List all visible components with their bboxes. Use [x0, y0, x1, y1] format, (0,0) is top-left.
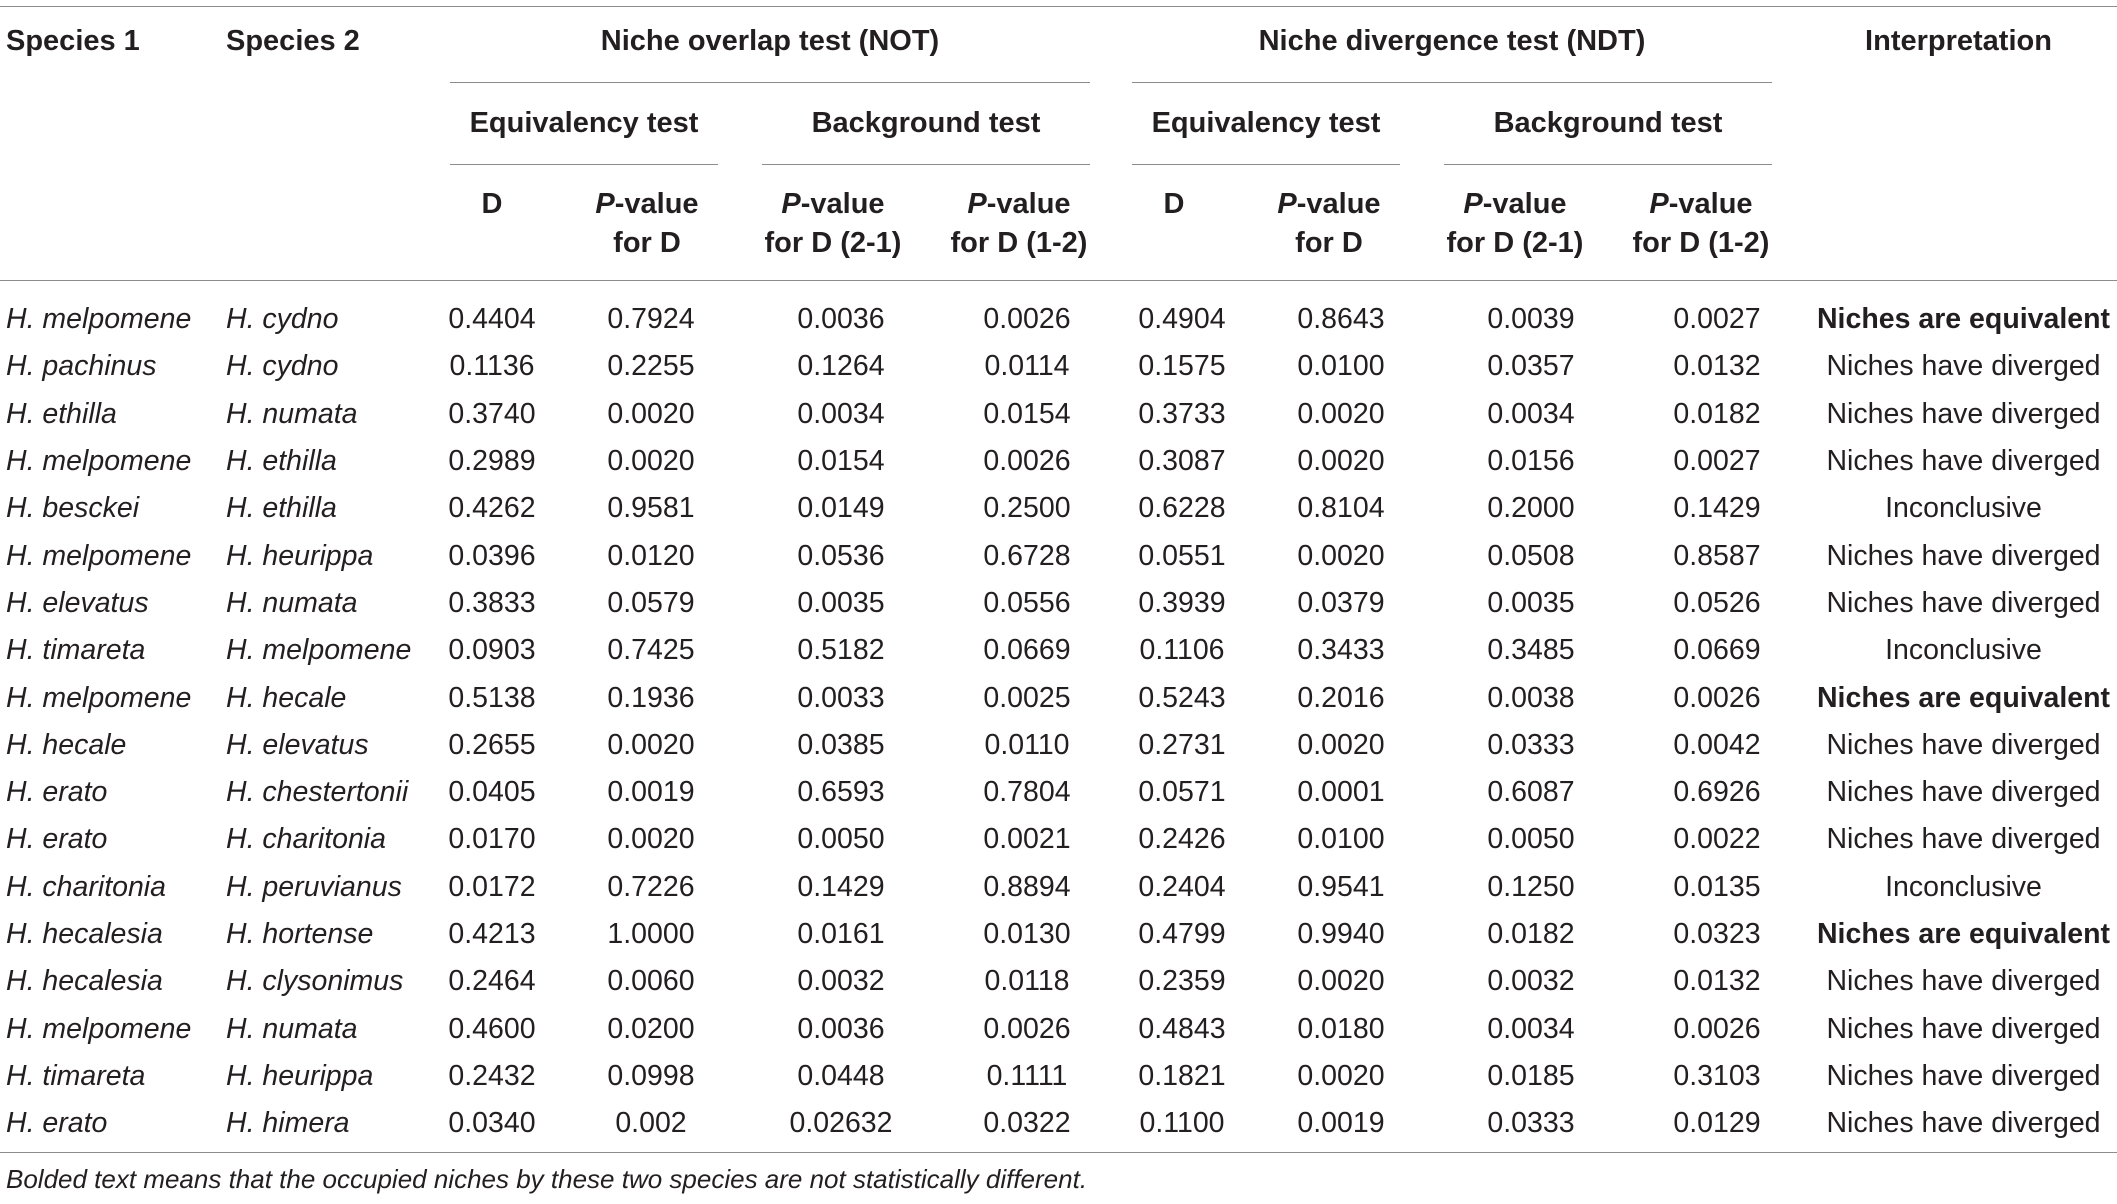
not-bg21-cell: 0.0033	[797, 681, 885, 714]
ndt-d-cell: 0.1575	[1138, 350, 1226, 383]
ndt-p-cell: 0.0020	[1297, 1059, 1385, 1092]
not-bg12-cell: 0.1111	[986, 1059, 1068, 1092]
table-row	[0, 343, 2117, 390]
header-not-p-for-d	[568, 185, 726, 263]
ndt-p-cell: 0.0100	[1297, 823, 1385, 856]
species-1-cell: H. charitonia	[6, 870, 166, 903]
header-not-d-text: D	[481, 188, 503, 220]
ndt-p-cell: 0.3433	[1297, 634, 1385, 667]
ndt-d-cell: 0.5243	[1138, 681, 1226, 714]
table-row	[0, 1053, 2117, 1100]
ndt-bg21-cell: 0.0035	[1487, 586, 1575, 619]
not-d-cell: 0.2432	[448, 1059, 536, 1092]
species-1-cell: H. hecalesia	[6, 965, 163, 998]
ndt-d-cell: 0.3939	[1138, 586, 1226, 619]
not-d-cell: 0.2989	[448, 445, 536, 478]
header-ndt-p-for-d	[1250, 185, 1408, 263]
not-bg21-cell: 0.6593	[797, 776, 885, 809]
header-ndt-equivalency: Equivalency test	[1151, 107, 1381, 139]
header-not-for-d-12: for D (1-2)	[950, 227, 1088, 260]
species-2-cell: H. himera	[226, 1107, 350, 1140]
header-ndt-p21-rest: -value	[1482, 188, 1567, 220]
data-table	[0, 296, 2117, 1147]
not-bg21-cell: 0.0154	[797, 445, 885, 478]
not-bg12-cell: 0.2500	[983, 492, 1071, 525]
ndt-bg12-cell: 0.0135	[1673, 870, 1761, 903]
top-rule	[0, 6, 2117, 7]
ndt-bg21-cell: 0.0156	[1487, 445, 1575, 478]
not-d-cell: 0.0903	[448, 634, 536, 667]
header-ndt-p12-italic: P	[1649, 188, 1669, 220]
bottom-rule	[0, 1152, 2117, 1153]
not-bg12-cell: 0.0021	[983, 823, 1071, 856]
species-2-cell: H. numata	[226, 397, 358, 430]
ndt-p-cell: 0.0379	[1297, 586, 1385, 619]
header-not-equivalency: Equivalency test	[469, 107, 699, 139]
species-2-cell: H. hortense	[226, 918, 374, 950]
not-bg21-cell: 0.1429	[797, 870, 885, 903]
interpretation-cell: Niches have diverged	[1826, 1012, 2101, 1045]
ndt-bg12-cell: 0.0526	[1673, 586, 1761, 619]
ndt-bg21-cell: 0.0357	[1487, 350, 1575, 383]
ndt-bg12-cell: 0.0027	[1673, 445, 1761, 478]
species-1-cell: H. ethilla	[6, 397, 117, 430]
species-2-cell: H. heurippa	[226, 1059, 374, 1092]
interpretation-cell: Niches have diverged	[1826, 823, 2101, 856]
not-p-cell: 0.0060	[607, 965, 695, 998]
not-p-cell: 0.0020	[607, 397, 695, 430]
not-bg21-cell: 0.0034	[797, 397, 885, 430]
species-2-cell: H. heurippa	[226, 539, 374, 572]
footnote: Bolded text means that the occupied niches by these two species are not statistically different.	[6, 1164, 1088, 1194]
species-1-cell: H. hecale	[6, 728, 127, 761]
table-row	[0, 1005, 2117, 1052]
ndt-p-cell: 0.2016	[1297, 681, 1385, 714]
header-ndt-p-italic: P	[1277, 188, 1297, 220]
header-ndt-background: Background test	[1493, 107, 1723, 139]
species-2-cell: H. clysonimus	[226, 965, 404, 998]
not-bg12-cell: 0.0556	[983, 586, 1071, 619]
table-row	[0, 816, 2117, 863]
species-1-cell: H. melpomene	[6, 539, 192, 572]
species-1-cell: H. erato	[6, 823, 108, 856]
ndt-bg21-cell: 0.0185	[1487, 1059, 1575, 1092]
ndt-d-cell: 0.0571	[1138, 776, 1226, 809]
not-p-cell: 0.0998	[607, 1059, 695, 1092]
header-ndt-d	[1112, 185, 1236, 224]
header-not-p21-italic: P	[781, 188, 801, 220]
header-ndt-p12-rest: -value	[1668, 188, 1753, 220]
species-2-cell: H. ethilla	[226, 492, 337, 525]
not-bg12-cell: 0.0026	[983, 1012, 1071, 1045]
not-bg21-cell: 0.0050	[797, 823, 885, 856]
not-bg21-cell: 0.5182	[797, 634, 885, 667]
header-not-p-21	[748, 185, 918, 263]
table-row	[0, 958, 2117, 1005]
ndt-bg12-cell: 0.0027	[1673, 303, 1761, 336]
ndt-d-cell: 0.4843	[1138, 1012, 1226, 1045]
ndt-d-cell: 0.2426	[1138, 823, 1226, 856]
species-2-cell: H. cydno	[226, 350, 339, 383]
species-1-cell: H. melpomene	[6, 1012, 192, 1045]
ndt-p-cell: 0.0020	[1297, 397, 1385, 430]
header-not-p21-rest: -value	[800, 188, 885, 220]
species-2-cell: H. cydno	[226, 303, 339, 336]
header-ndt-d-text: D	[1163, 188, 1185, 220]
ndt-bg21-cell: 0.0182	[1487, 918, 1575, 950]
interpretation-cell: Inconclusive	[1885, 492, 2042, 525]
ndt-bg12-cell: 0.0042	[1673, 728, 1761, 761]
not-p-cell: 0.002	[615, 1107, 687, 1140]
not-bg12-cell: 0.0114	[984, 350, 1070, 383]
not-p-cell: 0.7226	[607, 870, 695, 903]
ndt-bg12-cell: 0.0669	[1673, 634, 1761, 667]
table-row	[0, 580, 2117, 627]
ndt-bg21-cell: 0.2000	[1487, 492, 1575, 525]
ndt-d-cell: 0.1821	[1138, 1059, 1226, 1092]
header-species-1: Species 1	[6, 25, 140, 57]
not-d-cell: 0.4213	[448, 918, 536, 950]
not-bg21-cell: 0.0036	[797, 1012, 885, 1045]
interpretation-cell: Niches have diverged	[1826, 445, 2101, 478]
header-not-for-d-21: for D (2-1)	[764, 227, 902, 260]
header-ndt-for-d-21: for D (2-1)	[1446, 227, 1584, 260]
not-d-cell: 0.0405	[448, 776, 536, 809]
table-row	[0, 911, 2117, 958]
table-row	[0, 532, 2117, 579]
interpretation-cell: Niches are equivalent	[1816, 918, 2111, 950]
ndt-d-cell: 0.2359	[1138, 965, 1226, 998]
header-ndt-group: Niche divergence test (NDT)	[1258, 25, 1646, 57]
not-bg21-cell: 0.02632	[789, 1107, 893, 1140]
header-not-background: Background test	[811, 107, 1041, 139]
not-bg12-cell: 0.0130	[983, 918, 1071, 950]
not-d-cell: 0.3740	[448, 397, 536, 430]
ndt-bg12-cell: 0.0129	[1673, 1107, 1761, 1140]
table-row	[0, 438, 2117, 485]
not-group-rule	[450, 82, 1090, 83]
species-2-cell: H. peruvianus	[226, 870, 402, 903]
ndt-p-cell: 0.9940	[1297, 918, 1385, 950]
ndt-bg12-cell: 0.3103	[1673, 1059, 1761, 1092]
ndt-bg12-cell: 0.0026	[1673, 681, 1761, 714]
species-1-cell: H. erato	[6, 776, 108, 809]
ndt-bg12-cell: 0.1429	[1673, 492, 1761, 525]
ndt-bg21-cell: 0.0032	[1487, 965, 1575, 998]
table-row	[0, 769, 2117, 816]
header-ndt-for-d-12: for D (1-2)	[1632, 227, 1770, 260]
table-row	[0, 864, 2117, 911]
not-bg21-cell: 0.0448	[797, 1059, 885, 1092]
not-d-cell: 0.0396	[448, 539, 536, 572]
not-bg12-cell: 0.8894	[983, 870, 1071, 903]
ndt-d-cell: 0.2731	[1138, 728, 1226, 761]
not-p-cell: 0.0020	[607, 445, 695, 478]
interpretation-cell: Niches have diverged	[1826, 586, 2101, 619]
header-ndt-for-d: for D	[1295, 227, 1363, 260]
ndt-p-cell: 0.0020	[1297, 965, 1385, 998]
ndt-bg21-cell: 0.0034	[1487, 397, 1575, 430]
not-bg12-cell: 0.0669	[983, 634, 1071, 667]
ndt-bg12-cell: 0.6926	[1673, 776, 1761, 809]
species-2-cell: H. charitonia	[226, 823, 386, 856]
ndt-p-cell: 0.0019	[1297, 1107, 1385, 1140]
not-p-cell: 0.0579	[607, 586, 695, 619]
ndt-d-cell: 0.4904	[1138, 303, 1226, 336]
not-d-cell: 0.0170	[448, 823, 536, 856]
ndt-bg21-cell: 0.1250	[1487, 870, 1575, 903]
ndt-bg12-cell: 0.0182	[1673, 397, 1761, 430]
ndt-bg21-cell: 0.0333	[1487, 1107, 1575, 1140]
not-bg12-cell: 0.0110	[984, 728, 1070, 761]
header-not-for-d: for D	[613, 227, 681, 260]
species-1-cell: H. pachinus	[6, 350, 157, 383]
ndt-p-cell: 0.8104	[1297, 492, 1385, 525]
ndt-p-cell: 0.0180	[1297, 1012, 1385, 1045]
table-row	[0, 722, 2117, 769]
not-d-cell: 0.0172	[448, 870, 536, 903]
species-1-cell: H. erato	[6, 1107, 108, 1140]
not-bg12-cell: 0.0118	[984, 965, 1070, 998]
ndt-d-cell: 0.0551	[1138, 539, 1226, 572]
species-2-cell: H. numata	[226, 1012, 358, 1045]
not-bg21-cell: 0.0036	[797, 303, 885, 336]
ndt-d-cell: 0.6228	[1138, 492, 1226, 525]
header-not-group: Niche overlap test (NOT)	[600, 25, 940, 57]
ndt-p-cell: 0.0100	[1297, 350, 1385, 383]
not-p-cell: 0.9581	[607, 492, 695, 525]
header-not-p-12	[934, 185, 1104, 263]
ndt-d-cell: 0.3087	[1138, 445, 1226, 478]
header-not-d	[430, 185, 554, 224]
ndt-d-cell: 0.2404	[1138, 870, 1226, 903]
not-bg12-cell: 0.0154	[983, 397, 1071, 430]
species-2-cell: H. hecale	[226, 681, 347, 714]
header-not-p12-italic: P	[967, 188, 987, 220]
interpretation-cell: Niches have diverged	[1826, 776, 2101, 809]
species-2-cell: H. ethilla	[226, 445, 337, 478]
interpretation-cell: Inconclusive	[1885, 634, 2042, 667]
header-interpretation: Interpretation	[1865, 25, 2052, 57]
species-1-cell: H. hecalesia	[6, 918, 163, 950]
not-p-cell: 0.0120	[607, 539, 695, 572]
ndt-bg21-cell: 0.0034	[1487, 1012, 1575, 1045]
not-equivalency-rule	[450, 164, 718, 165]
table-row	[0, 485, 2117, 532]
species-2-cell: H. elevatus	[226, 728, 369, 761]
not-p-cell: 0.2255	[607, 350, 695, 383]
ndt-bg12-cell: 0.8587	[1673, 539, 1761, 572]
ndt-bg21-cell: 0.0039	[1487, 303, 1575, 336]
ndt-bg21-cell: 0.3485	[1487, 634, 1575, 667]
ndt-bg12-cell: 0.0323	[1673, 918, 1761, 950]
header-ndt-p-12	[1616, 185, 1786, 263]
interpretation-cell: Niches have diverged	[1826, 397, 2101, 430]
not-bg21-cell: 0.0536	[797, 539, 885, 572]
not-bg21-cell: 0.0035	[797, 586, 885, 619]
interpretation-cell: Niches have diverged	[1826, 1059, 2101, 1092]
species-1-cell: H. melpomene	[6, 681, 192, 714]
ndt-d-cell: 0.4799	[1138, 918, 1226, 950]
not-p-cell: 0.0019	[607, 776, 695, 809]
not-d-cell: 0.2464	[448, 965, 536, 998]
not-p-cell: 0.7425	[607, 634, 695, 667]
species-2-cell: H. melpomene	[226, 634, 412, 667]
interpretation-cell: Niches have diverged	[1826, 1107, 2101, 1140]
header-not-p-rest: -value	[614, 188, 699, 220]
not-d-cell: 0.5138	[448, 681, 536, 714]
not-d-cell: 0.2655	[448, 728, 536, 761]
not-d-cell: 0.0340	[448, 1107, 536, 1140]
header-rule	[0, 280, 2117, 281]
not-d-cell: 0.4262	[448, 492, 536, 525]
interpretation-cell: Niches have diverged	[1826, 728, 2101, 761]
header-not-p-italic: P	[595, 188, 615, 220]
species-1-cell: H. timareta	[6, 1059, 146, 1092]
interpretation-cell: Niches have diverged	[1826, 965, 2101, 998]
ndt-equivalency-rule	[1132, 164, 1400, 165]
species-1-cell: H. melpomene	[6, 445, 192, 478]
ndt-d-cell: 0.1100	[1139, 1107, 1225, 1140]
not-p-cell: 0.0200	[607, 1012, 695, 1045]
ndt-d-cell: 0.1106	[1139, 634, 1225, 667]
ndt-p-cell: 0.0020	[1297, 445, 1385, 478]
not-d-cell: 0.4600	[448, 1012, 536, 1045]
interpretation-cell: Niches have diverged	[1826, 350, 2101, 383]
table-row	[0, 391, 2117, 438]
ndt-bg21-cell: 0.0050	[1487, 823, 1575, 856]
ndt-p-cell: 0.0001	[1297, 776, 1385, 809]
ndt-bg12-cell: 0.0026	[1673, 1012, 1761, 1045]
not-bg21-cell: 0.0161	[797, 918, 885, 950]
not-background-rule	[762, 164, 1090, 165]
not-p-cell: 1.0000	[607, 918, 695, 950]
interpretation-cell: Niches have diverged	[1826, 539, 2101, 572]
not-d-cell: 0.3833	[448, 586, 536, 619]
header-ndt-p-21	[1430, 185, 1600, 263]
ndt-p-cell: 0.0020	[1297, 728, 1385, 761]
header-species-2: Species 2	[226, 25, 360, 57]
ndt-bg21-cell: 0.0038	[1487, 681, 1575, 714]
not-d-cell: 0.1136	[449, 350, 535, 383]
ndt-bg12-cell: 0.0132	[1673, 350, 1761, 383]
ndt-bg21-cell: 0.6087	[1487, 776, 1575, 809]
not-p-cell: 0.0020	[607, 823, 695, 856]
not-bg12-cell: 0.0026	[983, 303, 1071, 336]
table-row	[0, 296, 2117, 343]
ndt-p-cell: 0.8643	[1297, 303, 1385, 336]
species-1-cell: H. timareta	[6, 634, 146, 667]
header-ndt-p21-italic: P	[1463, 188, 1483, 220]
not-bg12-cell: 0.0025	[983, 681, 1071, 714]
header-not-p12-rest: -value	[986, 188, 1071, 220]
ndt-bg21-cell: 0.0508	[1487, 539, 1575, 572]
ndt-bg12-cell: 0.0022	[1673, 823, 1761, 856]
not-p-cell: 0.0020	[607, 728, 695, 761]
interpretation-cell: Niches are equivalent	[1816, 303, 2111, 336]
interpretation-cell: Inconclusive	[1885, 870, 2042, 903]
ndt-background-rule	[1444, 164, 1772, 165]
not-bg21-cell: 0.1264	[797, 350, 885, 383]
ndt-bg21-cell: 0.0333	[1487, 728, 1575, 761]
ndt-bg12-cell: 0.0132	[1673, 965, 1761, 998]
not-bg12-cell: 0.0026	[983, 445, 1071, 478]
species-2-cell: H. numata	[226, 586, 358, 619]
interpretation-cell: Niches are equivalent	[1816, 681, 2111, 714]
species-2-cell: H. chestertonii	[226, 776, 409, 809]
not-d-cell: 0.4404	[448, 303, 536, 336]
not-p-cell: 0.7924	[607, 303, 695, 336]
table-row	[0, 1100, 2117, 1147]
not-bg12-cell: 0.6728	[983, 539, 1071, 572]
not-bg21-cell: 0.0149	[797, 492, 885, 525]
not-p-cell: 0.1936	[607, 681, 695, 714]
species-1-cell: H. besckei	[6, 492, 140, 525]
ndt-group-rule	[1132, 82, 1772, 83]
species-1-cell: H. elevatus	[6, 586, 149, 619]
not-bg12-cell: 0.0322	[983, 1107, 1071, 1140]
not-bg12-cell: 0.7804	[983, 776, 1071, 809]
table-row	[0, 627, 2117, 674]
not-bg21-cell: 0.0385	[797, 728, 885, 761]
species-1-cell: H. melpomene	[6, 303, 192, 336]
ndt-p-cell: 0.0020	[1297, 539, 1385, 572]
header-ndt-p-rest: -value	[1296, 188, 1381, 220]
ndt-p-cell: 0.9541	[1297, 870, 1385, 903]
table-row	[0, 674, 2117, 721]
ndt-d-cell: 0.3733	[1138, 397, 1226, 430]
not-bg21-cell: 0.0032	[797, 965, 885, 998]
